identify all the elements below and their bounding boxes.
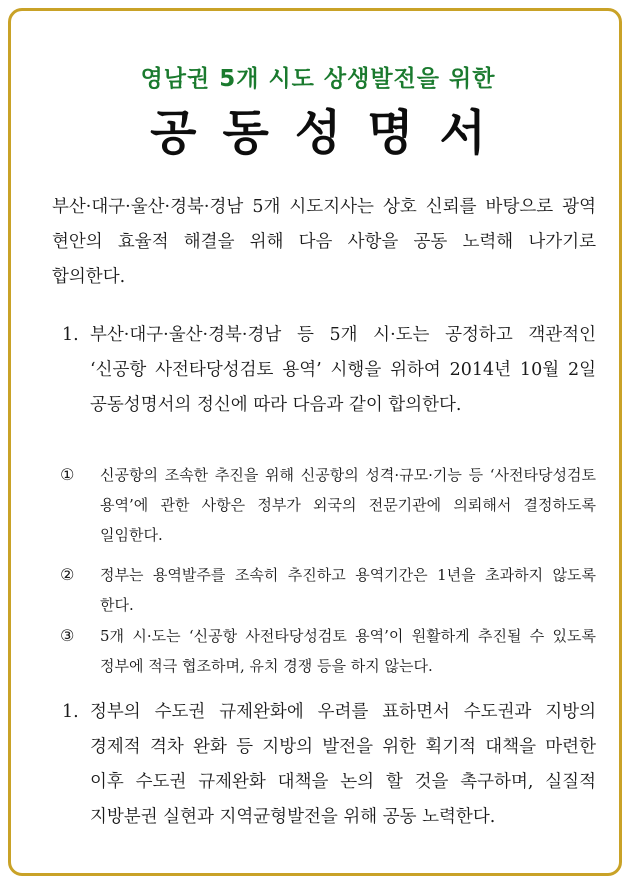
sub-item-marker: ① xyxy=(60,465,75,484)
sub-item-text: 5개 시·도는 ‘신공항 사전타당성검토 용역’이 원활하게 추진될 수 있도록 정부에 적극 협조하며, 유치 경쟁 등을 하지 않는다. xyxy=(100,627,596,675)
item-text: 정부의 수도권 규제완화에 우려를 표하면서 수도권과 지방의 경제적 격차 완화 등 지방의 발전을 위한 획기적 대책을 마련한 이후 수도권 규제완화 대책을 논의 할 것을 촉구하며, 실질적 지방분권 실현과 지역균형발전을 위해 공동 노력한다. xyxy=(90,702,596,827)
sub-item-1 xyxy=(60,460,596,550)
sub-item-text: 신공항의 조속한 추진을 위해 신공항의 성격·규모·기능 등 ‘사전타당성검토 용역’에 관한 사항은 정부가 외국의 전문기관에 의뢰해서 결정하도록 일임한다. xyxy=(100,466,596,544)
sub-item-marker: ③ xyxy=(60,626,75,645)
intro-paragraph: 부산·대구·울산·경북·경남 5개 시도지사는 상호 신뢰를 바탕으로 광역 현안의 효율적 해결을 위해 다음 사항을 공동 노력해 나가기로 합의한다. xyxy=(52,197,596,287)
document-title: 공동성명서 xyxy=(150,105,512,161)
sub-item-2 xyxy=(60,560,596,620)
agreement-item-1 xyxy=(52,318,596,423)
sub-item-marker: ② xyxy=(60,565,75,584)
document-subtitle: 영남권 5개 시도 상생발전을 위한 xyxy=(140,66,496,92)
sub-item-3 xyxy=(60,621,596,681)
item-number: 1. xyxy=(62,702,79,722)
item-number: 1. xyxy=(62,325,79,345)
agreement-item-2 xyxy=(52,695,596,835)
sub-item-text: 정부는 용역발주를 조속히 추진하고 용역기간은 1년을 초과하지 않도록 한다. xyxy=(100,566,596,614)
item-text: 부산·대구·울산·경북·경남 등 5개 시·도는 공정하고 객관적인 ‘신공항 사전타당성검토 용역’ 시행을 위하여 2014년 10월 2일 공동성명서의 정신에 따라 다음과 같이 합의한다. xyxy=(90,325,596,415)
